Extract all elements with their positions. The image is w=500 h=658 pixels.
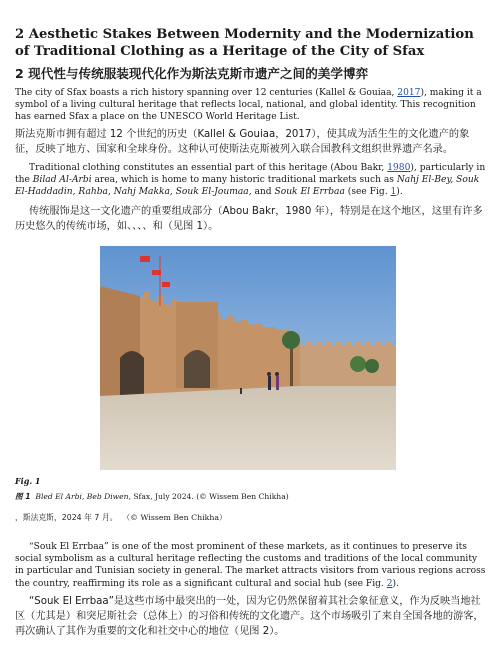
figure-label: Fig. 1	[15, 476, 41, 486]
paragraph-2-zh: 传统服饰是这一文化遗产的重要组成部分（Abou Bakr，1980 年），特别是在这个地区，这里有许多历史悠久的传统市场，如、、、、和（见图 1）。	[15, 206, 483, 232]
paragraph-3-zh: “Souk El Errbaa”是这些市场中最突出的一处，因为它仍然保留着其社会象征意义，作为反映当地社区（尤其是）和突尼斯社会（总体上）的习俗和传统的文化遗产。这个市场吸引了来自全国各地的游客，再次确认了其作为重要的文化和社交中心的地位（见图 2）。	[15, 596, 484, 637]
paragraph-1-zh: 斯法克斯市拥有超过 12 个世纪的历史（Kallel & Gouiaa，2017），使其成为活生生的文化遗产的象征，反映了地方、国家和全球身份。这种认可使斯法克斯被列入联合国教科文组织世界遗产名录。	[15, 129, 470, 155]
paragraph-2-en: Traditional clothing constitutes an essential part of this heritage (Abou Bakr, 1980), particularly in the Bilad Al-Arbi area, which is home to many historic traditional markets such as Nahj El-Bey, Souk El-Haddadin, Rahba, Nahj Makka, Souk El-Joumaa, and Souk El Errbaa (see Fig. 1).	[15, 163, 486, 198]
figure-link-1[interactable]: 1	[390, 187, 397, 198]
section-heading-zh: 2 现代性与传统服装现代化作为斯法克斯市遗产之间的美学博弈	[15, 66, 369, 81]
paragraph-3-en: “Souk El Errbaa” is one of the most prominent of these markets, as it continues to preserve its social symbolism as a cultural heritage reflecting the customs and traditions of the local community in particular and Tunisian society in general. The market attracts visitors from various regions across the country, reaffirming its role as a significant cultural and social hub (see Fig. 2).	[15, 542, 486, 589]
figure-link-2[interactable]: 2	[386, 578, 393, 589]
paragraph-1-en: The city of Sfax boasts a rich history spanning over 12 centuries (Kallel & Gouiaa, 2017), making it a symbol of a living cultural heritage that reflects local, national, and global identity. This recognition has earned Sfax a place on the UNESCO World Heritage List.	[15, 88, 482, 123]
figure-caption-zh: ，斯法克斯，2024 年 7 月。 （© Wissem Ben Chikha）	[15, 513, 227, 522]
citation-link-2017[interactable]: 2017	[397, 88, 421, 98]
figure-caption-en: 图 1 Bled El Arbi, Beb Diwen, Sfax, July 2024. (© Wissem Ben Chikha)	[15, 492, 289, 501]
citation-link-1980[interactable]: 1980	[387, 163, 411, 173]
section-heading-en: 2 Aesthetic Stakes Between Modernity and the Modernization of Traditional Clothing as a Heritage of the City of Sfax	[15, 27, 474, 59]
photo-medina-walls	[100, 246, 396, 470]
figure-1-photo	[100, 246, 396, 470]
